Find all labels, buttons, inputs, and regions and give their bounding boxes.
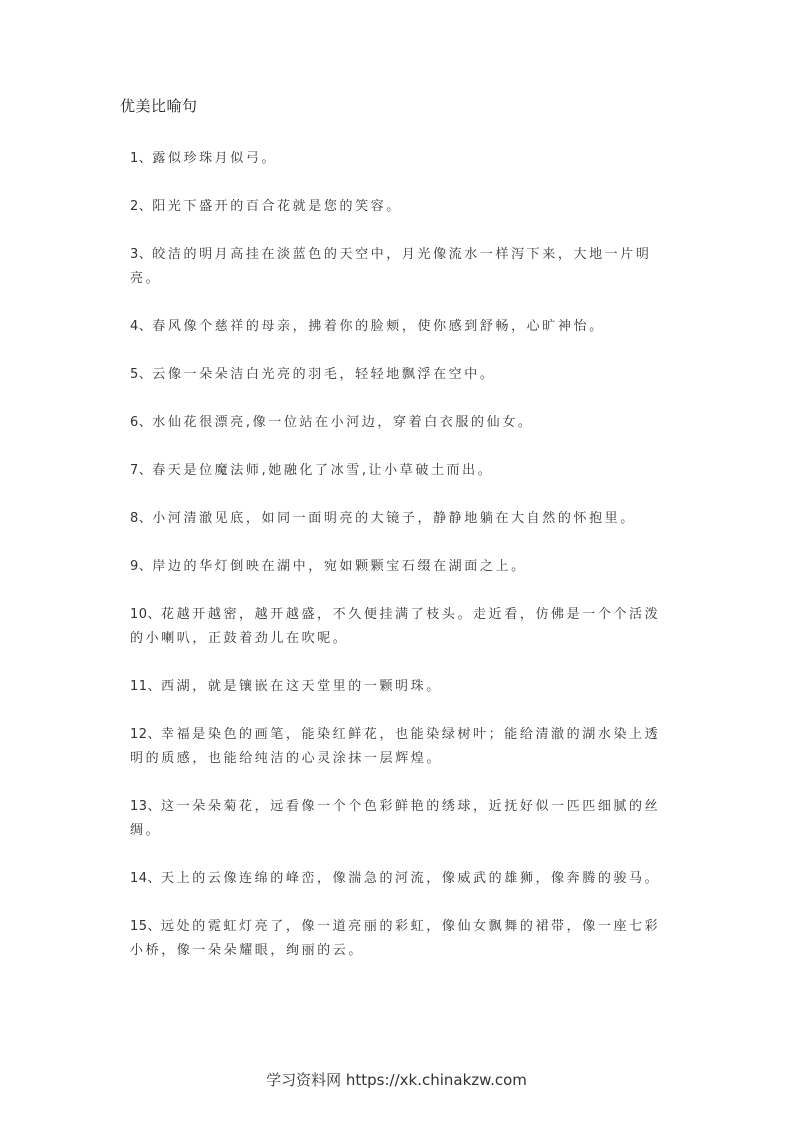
list-item <box>130 675 666 699</box>
item-text: 天上的云像连绵的峰峦，像湍急的河流，像威武的雄狮，像奔腾的骏马。 <box>161 871 661 886</box>
item-number: 15、 <box>130 919 162 934</box>
list-item <box>130 795 666 843</box>
list-item <box>130 459 666 483</box>
item-text: 小河清澈见底，如同一面明亮的大镜子，静静地躺在大自然的怀抱里。 <box>152 511 636 526</box>
item-number: 12、 <box>130 727 162 742</box>
document-title: 优美比喻句 <box>120 97 198 115</box>
item-text: 幸福是染色的画笔，能染红鲜花，也能染绿树叶；能给清澈的湖水染上透明的质感，也能给纯洁的心灵涂抹一层辉煌。 <box>130 727 661 766</box>
list-item <box>130 915 666 963</box>
item-text: 皎洁的明月高挂在淡蓝色的天空中，月光像流水一样泻下来，大地一片明亮。 <box>130 247 652 286</box>
list-item <box>130 315 666 339</box>
item-number: 6、 <box>130 415 153 430</box>
item-number: 5、 <box>130 367 153 382</box>
item-text: 春风像个慈祥的母亲，拂着你的脸颊，使你感到舒畅，心旷神怡。 <box>152 319 605 334</box>
item-number: 4、 <box>130 319 153 334</box>
item-text: 露似珍珠月似弓。 <box>152 151 278 166</box>
item-text: 远处的霓虹灯亮了，像一道亮丽的彩虹，像仙女飘舞的裙带，像一座七彩小桥，像一朵朵耀眼，绚丽的云。 <box>130 919 661 958</box>
list-item <box>130 867 666 891</box>
footer-watermark: 学习资料网 https://xk.chinakzw.com <box>266 1071 527 1089</box>
item-text: 水仙花很漂亮,像一位站在小河边，穿着白衣服的仙女。 <box>152 415 534 430</box>
list-item <box>130 147 666 171</box>
item-number: 1、 <box>130 151 153 166</box>
item-number: 8、 <box>130 511 153 526</box>
simile-list <box>130 147 666 987</box>
list-item <box>130 603 666 651</box>
list-item <box>130 411 666 435</box>
item-number: 9、 <box>130 559 153 574</box>
item-text: 花越开越密，越开越盛，不久便挂满了枝头。走近看，仿佛是一个个活泼的小喇叭，正鼓着劲儿在吹呢。 <box>130 607 661 646</box>
item-number: 13、 <box>130 799 162 814</box>
list-item <box>130 363 666 387</box>
list-item <box>130 195 666 219</box>
item-text: 阳光下盛开的百合花就是您的笑容。 <box>152 199 402 214</box>
item-number: 10、 <box>130 607 162 622</box>
item-number: 2、 <box>130 199 153 214</box>
item-number: 14、 <box>130 871 162 886</box>
item-text: 岸边的华灯倒映在湖中，宛如颗颗宝石缀在湖面之上。 <box>152 559 527 574</box>
item-number: 7、 <box>130 463 153 478</box>
list-item <box>130 243 666 291</box>
item-text: 这一朵朵菊花，远看像一个个色彩鲜艳的绣球，近抚好似一匹匹细腻的丝绸。 <box>130 799 661 838</box>
list-item <box>130 507 666 531</box>
item-text: 西湖，就是镶嵌在这天堂里的一颗明珠。 <box>161 679 442 694</box>
item-text: 春天是位魔法师,她融化了冰雪,让小草破土而出。 <box>152 463 494 478</box>
item-number: 11、 <box>130 679 162 694</box>
list-item <box>130 723 666 771</box>
list-item <box>130 555 666 579</box>
item-number: 3、 <box>130 247 153 262</box>
item-text: 云像一朵朵洁白光亮的羽毛，轻轻地飘浮在空中。 <box>152 367 496 382</box>
